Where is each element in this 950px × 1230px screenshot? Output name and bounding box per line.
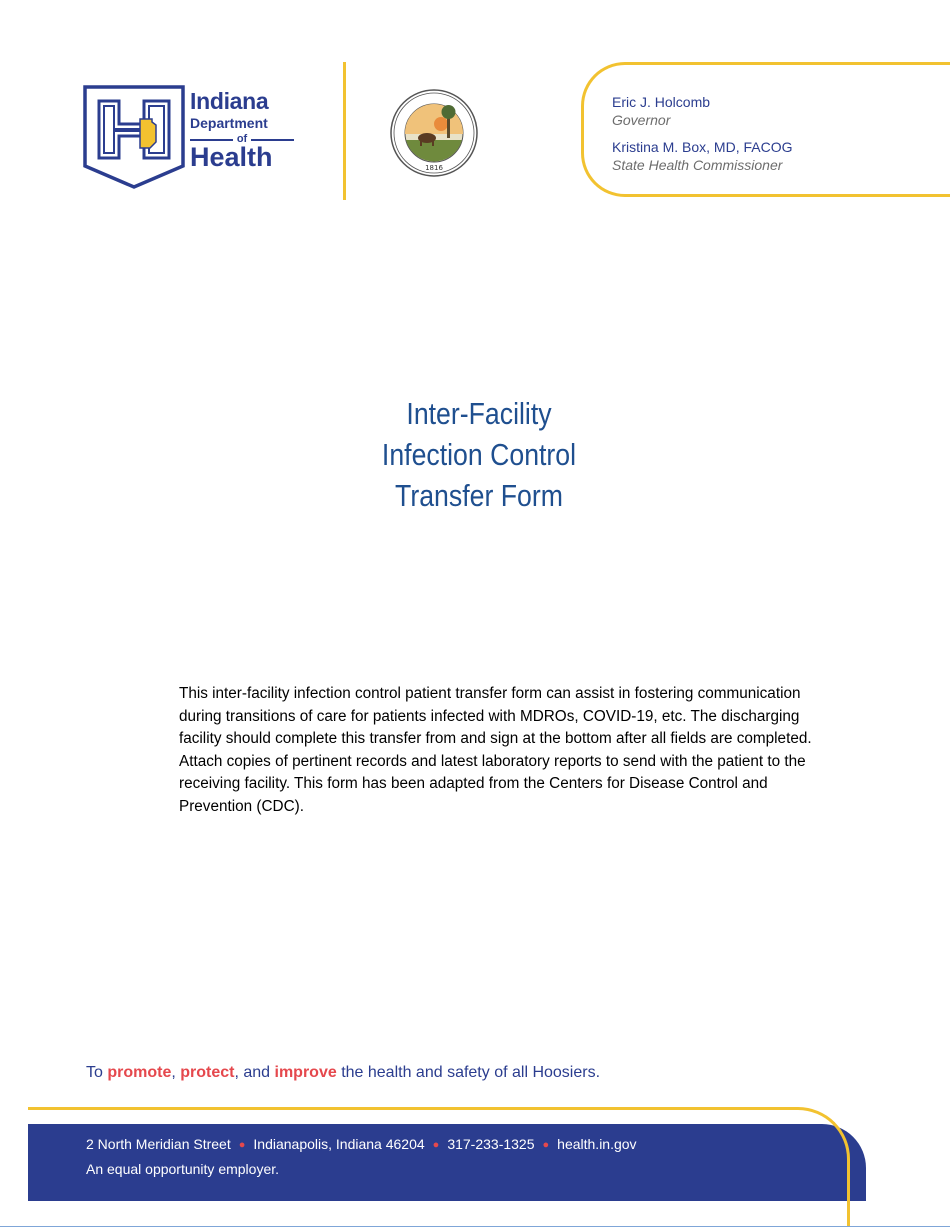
footer-address (86, 1136, 637, 1152)
state-seal-icon (389, 88, 479, 178)
bullet-icon: ● (238, 1139, 246, 1151)
form-title-line-1: Inter-Facility (406, 396, 552, 431)
governor-title: Governor (612, 112, 671, 128)
idoh-shield-icon (82, 84, 186, 190)
logo-word-health: Health (190, 142, 273, 172)
mission-suffix: the health and safety of all Hoosiers. (336, 1064, 601, 1081)
footer-phone: 317-233-1325 (447, 1136, 535, 1152)
form-title (67, 393, 891, 516)
mission-promote: promote (107, 1064, 172, 1081)
bullet-icon: ● (432, 1139, 440, 1151)
footer-city: Indianapolis, Indiana 46204 (253, 1136, 425, 1152)
footer-eoe: An equal opportunity employer. (86, 1161, 280, 1177)
logo-word-indiana: Indiana (190, 88, 269, 114)
mission-statement (86, 1064, 600, 1082)
header-divider (343, 62, 346, 200)
footer-website[interactable]: health.in.gov (557, 1136, 637, 1152)
mission-protect: protect (180, 1064, 235, 1081)
intro-paragraph: This inter-facility infection control patient transfer form can assist in fostering communication during transitions of care for patients infected with MDROs, COVID-19, etc. The discharging facility should complete this transfer from and sign at the bottom after all fields are completed. Attach copies of pertinent records and latest laboratory reports to send with the patient to the receiving facility. This form has been adapted from the Centers for Disease Control and Prevention (CDC). (179, 685, 812, 815)
commissioner-name: Kristina M. Box, MD, FACOG (612, 139, 793, 155)
form-title-line-2: Infection Control (381, 437, 577, 472)
governor-name: Eric J. Holcomb (612, 94, 711, 110)
logo-word-department: Department (190, 115, 268, 131)
footer-street: 2 North Meridian Street (86, 1136, 231, 1152)
bottom-rule (0, 1226, 950, 1227)
mission-sep-1: , (171, 1064, 181, 1081)
mission-prefix: To (86, 1064, 108, 1081)
commissioner-title: State Health Commissioner (612, 157, 783, 173)
officials-box (581, 62, 950, 197)
idoh-logo (82, 84, 297, 190)
logo-of-text: of (236, 133, 248, 145)
svg-text:1816: 1816 (425, 164, 443, 172)
bullet-icon: ● (542, 1139, 550, 1151)
mission-sep-2: , and (234, 1064, 275, 1081)
mission-improve: improve (274, 1064, 337, 1081)
form-title-line-3: Transfer Form (395, 478, 563, 513)
